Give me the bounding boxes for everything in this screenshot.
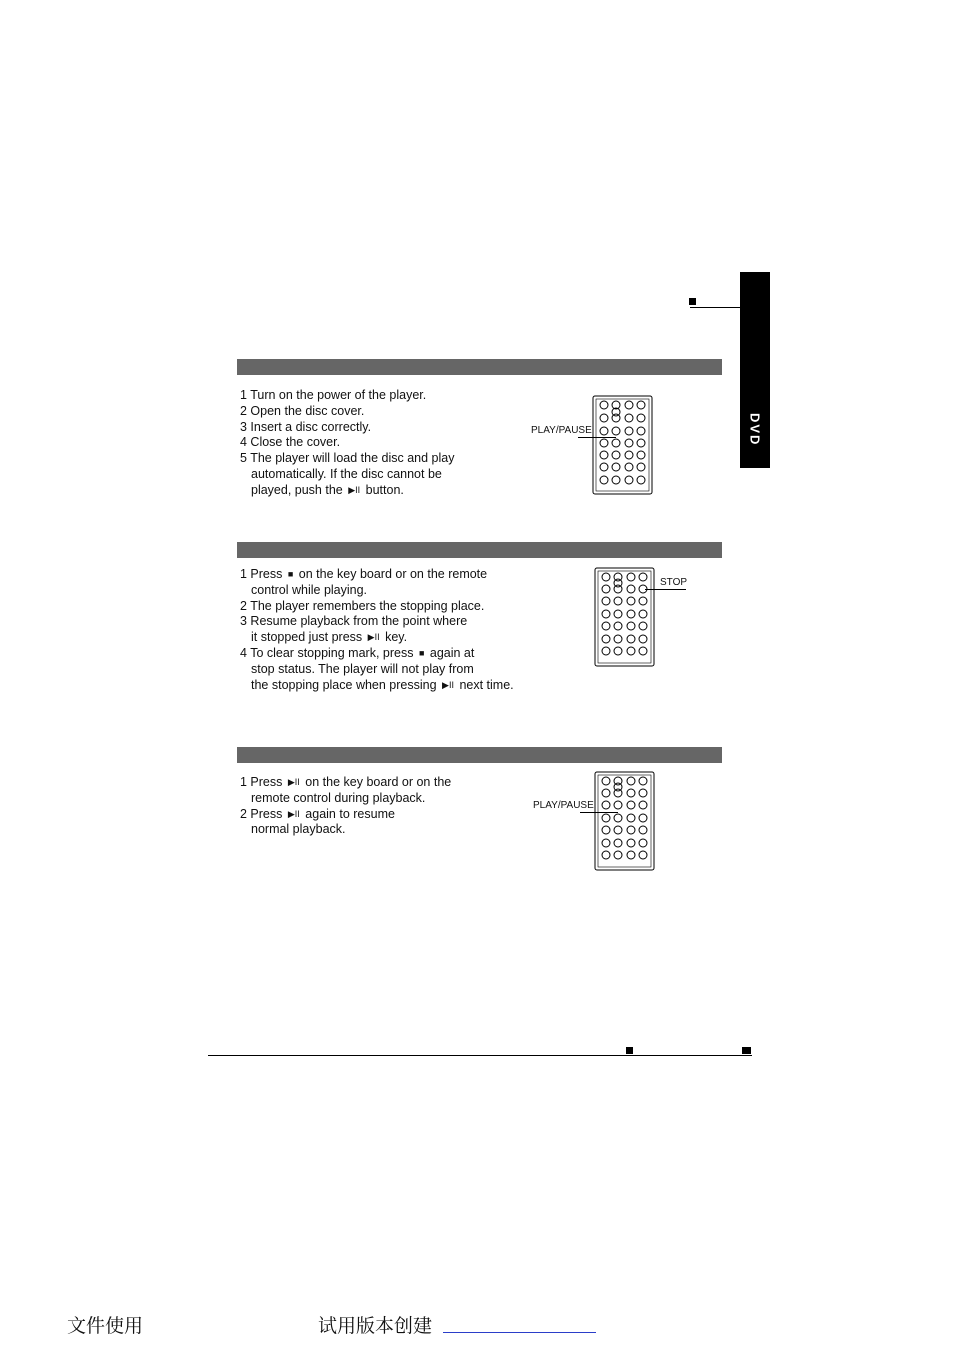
section-bar-pause (237, 747, 722, 763)
step: 1 Turn on the power of the player. (240, 388, 427, 402)
remote-control-icon (594, 567, 656, 668)
step-continuation: control while playing. (251, 582, 368, 597)
play-pause-icon: ▶II (287, 777, 300, 787)
side-tab (740, 272, 770, 468)
step-continuation: it stopped just press ▶II key. (251, 630, 408, 645)
step-continuation: the stopping place when pressing ▶II next time. (251, 677, 514, 692)
footer-square-icon (742, 1047, 751, 1054)
play-pause-icon: ▶II (287, 808, 300, 819)
step-continuation: normal playback. (251, 822, 346, 837)
step: 3 Insert a disc correctly. (240, 419, 372, 434)
step: 2 Open the disc cover. (240, 403, 365, 418)
pause-steps (240, 775, 451, 838)
step: 4 Close the cover. (240, 435, 341, 450)
step-continuation: stop status. The player will not play from (251, 661, 474, 676)
step: 2 Press ▶II again to resume (240, 806, 395, 821)
callout-play-pause: PLAY/PAUSE (531, 425, 592, 436)
play-pause-icon: ▶II (367, 632, 380, 643)
footer-left-text: 文件使用 (67, 1315, 144, 1337)
step-continuation: remote control during playback. (251, 790, 426, 805)
step-continuation: automatically. If the disc cannot be (251, 466, 442, 481)
marker-square-icon (689, 298, 696, 305)
step-continuation: played, push the ▶II button. (251, 482, 404, 497)
play-pause-icon: ▶II (442, 679, 454, 690)
remote-control-icon (594, 771, 656, 872)
step: 1 Press ■ on the key board or on the remote (240, 567, 488, 581)
callout-play-pause: PLAY/PAUSE (533, 800, 594, 811)
stop-icon: ■ (287, 569, 294, 579)
step: 1 Press ▶II on the key board or on the (240, 775, 452, 789)
callout-stop: STOP (660, 577, 688, 588)
side-tab-label: DVD (747, 413, 763, 447)
footer-square-icon (626, 1047, 633, 1054)
tab-leader-line (690, 307, 741, 308)
play-pause-icon: ▶II (348, 484, 361, 495)
stop-steps (240, 567, 514, 693)
remote-control-icon (592, 395, 654, 496)
step: 5 The player will load the disc and play (240, 451, 455, 466)
section-bar-play (237, 359, 722, 375)
footer-middle-text: 试用版本创建 (318, 1315, 433, 1337)
step: 2 The player remembers the stopping place. (240, 598, 485, 613)
step: 3 Resume playback from the point where (240, 614, 468, 629)
step: 4 To clear stopping mark, press ■ again at (240, 645, 475, 660)
play-steps (240, 388, 454, 499)
footer-rule (208, 1055, 752, 1056)
section-bar-stop (237, 542, 722, 558)
stop-icon: ■ (418, 647, 425, 658)
footer-link-underline[interactable] (443, 1332, 596, 1333)
